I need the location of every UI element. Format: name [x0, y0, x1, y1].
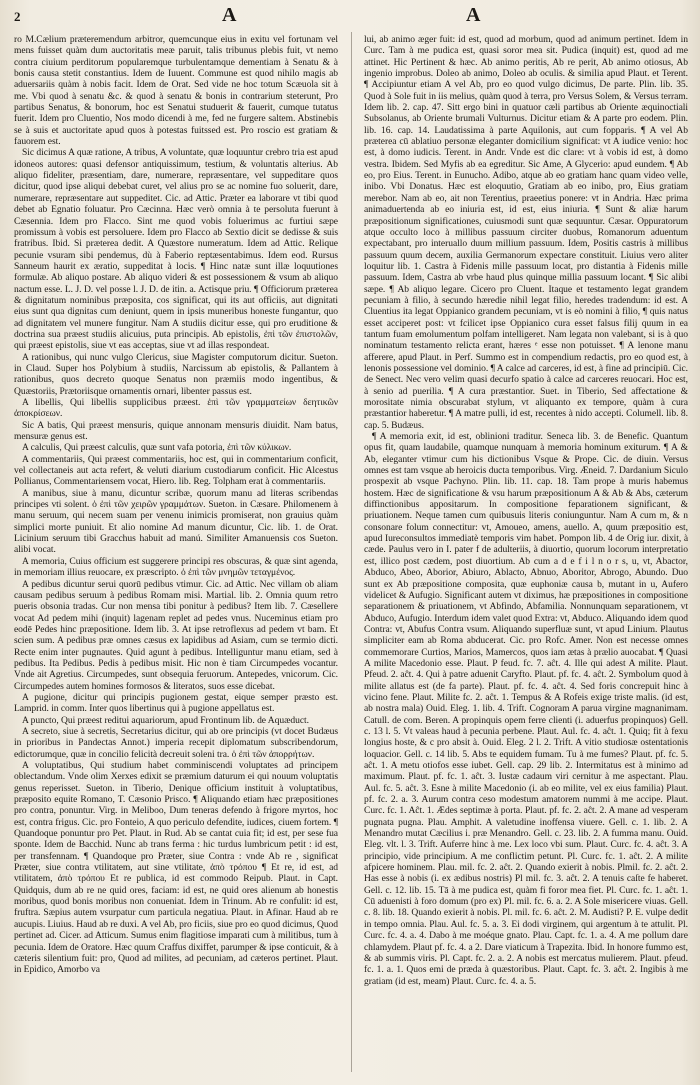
left-paragraph: A puncto, Qui præest reditui aquariorum, apud Frontinum lib. de Aquæduct. [22, 714, 309, 726]
right-column [364, 34, 688, 1074]
page-number: 2 [14, 9, 21, 24]
left-paragraph: Sic A batis, Qui præest mensuris, quique annonam mensuris diuidit. Nam batus, mensuræ genus est. [14, 419, 338, 443]
left-paragraph: A commentariis, Qui præest commentariis, hoc est, qui in commentarium conficit, vel collectaneis aut acta refert, & veluti diarium custodiarum conficit. Hic Alcestus Pollianus, Commentariensem vocat, Hiero. lib. Reg. Tolpham erat à commentariis. [14, 453, 338, 488]
right-paragraph: ¶ A memoria exit, id est, oblinioni traditur. Seneca lib. 3. de Benefic. Quantum opus fit, quam laudabile, quamque nunquam à memoria hominum exiturum. ¶ A & Ab, eleganter vtimur cum his dictionibus Vsque & Prope. Cic. de diuin. Versus omnes est tam vsque ab heroicis ducta temporibus. Virg. Æneid. 7. Dardanium Siculo prospexit ab vsque Pachyno. Plin. lib. 11. cap. 18. Tam prope à muris habemus hostem. Hæc de significatione & vsu harum præpositionum A & Ab & Abs, cæterum diffinctionibus appositarum. In compositione feparationem significant, & priuationem. Neque tamen cum quibusuis literis coniunguntur. Nam A cum m, & n consonare folum connectitur: vt, Amoueo, amens, auello. A, quum præpositio est, apud Iureconsultos immediatè temporis vim habet. Pompon lib. 4 de Orig iur. dixit, à cæde. Paulus vero in I. pater f de adulteriis, à diuortio, quorum locorum interpretatio est, illico post cædem, post diuortium. Ab cum a d e f i l n o r s, u, vt, Abactor, Abduco, Abeo, Aborior, Abiuro, Ablacto, Abnuo, Aboritor, Abrogo, Abundo. Duo sunt ex Ab præpositione composita, quæ euphoniæ causa b, mutant in u, Aufero videlicet & Aufugio. Significant autem vt diximus, hæ præpositiones in compositione separationem & priuationem, vt Abfindo, Abfamilia. Nonnunquam separationem, vt Abduco, Aufugio. Interdum idem valet quod Extra: vt, Abduco. Aliquando idem quod Contra: vt, Abufus Contra vsum. Aliquando superfluæ sunt, vt apud Linium. Plautus simpliciter eam ab Roma abducerat. Cic. pro Rofc. Amer. Non est necesse omnes commemorare Curtios, Marios, Mamercos, quos iam ætas à prælio auocabat. ¶ Quasi A milite Macedonio esse. Plaut. P feud. fc. 7. aĉt. 4. Ille qui adest A milite. Plaut. Pfeud. 2. aĉt. 4. Qui à patre aduenit Caryfto. Plaut. pf. fc. 4. aĉt. 2. Symbolum quod à milite allatus est (de fa parte). Plaut. pf. fc. 4. aĉt. 4. Sed foris concrepuit hinc à vicino fene. Plaut. Milite fc. 2. aĉt. 1. Tempus & A Rofeis exige triste malis. (id est, ab nostra mala) Ouid. Eleg. 1. lib. 4. Trift. Cognoram A parua virgine magnanimam. Catull. de com. Beren. A propinquis opem ferre clienti (i. aduerfus propinquos) Gell. c. 13 l. 5. Vt valeas haud à pecunia perbene. Plaut. Aul. fc. 4. aĉt. 1. Quiq; fit à fexu longius hoste, & c pro absit à. Ouid. Eleg. 2 l. 2. Trift. A vitio studiosæ ostentationis loquacior. Gell. c. 14 lib. 5. Abs te equidem fumam. Tu à me fumes? Plaut. pf. fc. 5. aĉt. 1. A metu otiofos esse iubet. Gell. cap. 29 lib. 2. Intermitatus est à minimo ad maximum. Plaut. pf. fc. 1. aĉt. 3. Iustæ cadaum viri cernitur à me aspectant. Plau. Aul. fc. 5. aĉt. 3. Esne à milite Macedonio (i. ab eo milite, vel ex eius familia) Plaut. pf. fc. 2. a. 3. Aurum contra ceso modestum amatorem nummi à me accipe. Plaut. Curc. fc. 1. Aĉt. 1. Ædes septimæ à porta. Plaut. pf. fc. 2. aĉt. 2. A mane ad vesperam pugnata pugna. Plau. Amphit. A valetudine inoffensa viuere. Gell. c. 1. lib. 2. A Menandro mutat Cæcilius i. præ Menandro. Gell. c. 23. lib. 2. A fumma manu. Ouid. Eleg. vlt. l. 3. Trift. Auferre hinc à me. Lex loco vbi sum. Plaut. Curc. fc. 4. aĉt. 3. A principio, vide principium. A me conflictim petunt. Pl. Curc. fc. 1. aĉt. 2. A milite afpicere hominem. Plau. mil. fc. 2. aĉt. 2. Quando exierit à nobis. Plmil. fc. 2. aĉt. 2. Has esse à nobis (i. ex ædibus nostris) Pl mil. fc. 3. aĉt. 2. A tenuis caſte fe haberet. Gell. c. 12. lib. 15. Tā à me pudica est, quàm fi foror mea fiet. Pl. Curc. fc. 1. aĉt. 1. Cū aduenisti à foro domum (pro ex) Pl. mil. fc. 6. a. 2. A Sole misericere viuas. Gell. c. 8. lib. 18. Quando exierit à nobis. Pl. mil. fc. 6. aĉt. 2. M. Audisti? P. E. vulpe dedit in tempo omnia. Plau. Aul. fc. 5. a. 3. Ei dodi virginem, qui argentum à te attulit. Pl. Curc. fc. 4. a. 4. Dabo à me moéque gnato. Plau. Capt. fc. 1. a. 4. A me pollum dare chlamydem. Plaut pf. fc. 4. a 2. Dare viaticum à Trapezita. Ibid. In honore fummo est, & ab summis viris. Pl. Capt. fc. 2. a. 2. A nobis est mercatus mulierem. Plaut. pfeud. fc. 1. a. 1. Quos emi de præda à quæstoribus. Plaut. Capt. fc. 3. aĉt. 2. Ingibis à me gratiam (id est, meam) Plaut. Curc. fc. 4. a. 5. [364, 431, 688, 987]
left-column [14, 34, 338, 1074]
running-head-right: A [466, 4, 481, 26]
left-paragraph: Sic dicimus A quæ ratione, A tribus, A voluntate, quæ loquuntur crebro tria est apud idoneos autores: quasi defensor antiquissimum, testium, & voluntatis alterius. Ab aliquo fideliter, præsentiam, dare, numerare, repræsentare, vel suppeditare quos dicitur, quod ipse aliqui debebat curet, vel alius pro se ac nomine fuo soluerit, dare, numerare, repræsentare aut suppeditet. Cic. ad Attic. Præter ea laborare vt tibi quod debet ab Egnatio foluatur. Pro Cæcinna. Hæc verò omnia à te persoluta fuerunt à Cæsennia. Idem pro Flacco. Sint me quod vobis foluerimus ac furtiui sæpe promissum à vobis est persoluere. Idem pro Flacco ab Sextio dicit se dedisse & suis fratribus. Ibid. Si præterea dedit. A Quæstore numeratum. Idem ad Attic. Relique pecunie vsuram sibi pendemus, dù à Faberio reptæsentabimus. Idem eod. Rursus Sanneum haurit ex æratio, suppeditat à locis. ¶ Hinc natæ sunt illæ loquutiones formulæ. Ab aliquo postare. Ab aliquo videri & est possessionem & vsum ab aliquo nactum esse. L. J. D. vel posse l. J. D. de itin. a. Actisque priu. ¶ Officiorum præterea & dignitatum nominibus præposita, cos significat, qui its aut officiis, aut dignitati eius sunt qua dignitas cum deniunt, quem in ipsis muneribus honeste fungantur, quo ad dignitatem vel munere fungitur. Nam A studiis dicitur esse, qui pro eruditione & doctrina sua præest studiis alicuius, puta principis. Ab epistolis, ἐπὶ τῶν ἐπιστολῶν, qui præest epistolis, siue vt eas acceptas, siue vt ad illas respondeat. [14, 147, 338, 352]
left-paragraph: A calculis, Qui præest calculis, quæ sunt vafa potoria, ἐπὶ τῶν κύλικων. [22, 442, 292, 454]
left-paragraph: A manibus, siue à manu, dicuntur scribæ, quorum manu ad literas scribendas principes vti solent. ὁ ἐπὶ τῶν χειρῶν γραμμάτων. Sueton. in Cæsare. Philomenem à manu seruum, qui necem suam per venenu inimicis promiserat, non grauius quàm simplici morte puniuit. Et alio nomine Ad manum dicuntur, Cic. lib. 1. de Orat. Licinium seruum tibi Gracchus habuit ad manú. Similiter Amanuensis cos Sueton. alibi vocat. [14, 487, 338, 556]
right-paragraph: lui, ab animo æger fuit: id est, quod ad morbum, quod ad animum pertinet. Idem in Curc. Tam à me pudica est, quasi soror mea sit. Pudica (inquit) est, quod ad me attinet. Hic Pertinent & hæc. Ab animo peritis, Ab re perit, Ab animo otiosus, Ab ingenio improbus. Doleo ab animo, Doleo ab oculis. & similia apud Plaut. et Terent. ¶ Accipiuntur etiam A vel Ab, pro eo quod vulgo dicimus, De parte. Plin. lib. 35. Quod à Sole fuit in iis melius, quàm quod à terra, pro Versus Solem, & Versus terram. Idem lib. 2. cap. 47. Sitt ergo bini in quatuor cæli partibus ab Oriente æquinoctiali Subsolanus, ab Oriente brumali Vulturnus. Dicitur etiam & A parte pro eodem. Plin. lib. 16. cap. 14. Laudatissima à parte Aquilonis, aut cum fopparis. ¶ A vel Ab præterea cū ablatiuo personæ eleganter domicilium significat: vt A iudice venio: hoc est, à domo iudicis. Terent. in Andr. Vnde est dic clare: vt à vobis id est, à domo vestra. Ibidem. Sed Myfis ab ea egreditur. Sic Ame, A Glycerio: apud eundem. ¶ Ab eo, pro Eius. Terent. in Eunucho. Adibo, atque ab eo gratiam hanc quam video velle, inibo. Vbi Donatus. Hæc est eloquutio, Gratiam ab eo inibo, pro, Eius gratiam merebor. Nam ab eo, ait non Terentius, praeetius ponere: vt in Andria. Hæc prima animaduertenda ab eo iniuria est, id est, eius iniuria. ¶ Sunt & aliæ harum præpositionum significationes, cuiusmodi sunt quæ sequuntur. Cæsar. Oppuratorum atque occulto loco à millibus passuum circiter duobus, Romanorum aduentum expectabant, pro interuallo duum millium passuum. Idem, Positis castris à millibus passuum quum decem, auxilia Germanorum expectare constituit. Liuius vero aliter loquitur lib. 1. Castra à Fidenis mille passuum locat, pro distantia à Fidenis mille passuum. Idem, Castra ab vrbe haud plus quinque millia passuum locant. ¶ Sic alibi sæpe. ¶ Ab aliquo legare. Cicero pro Cluent. Itaque et testamento legat grandem pecuniam à filio, à secundo hæredie nihil legat filio, heredes tradendum: id est. A Cluentius ita legat Oppianico grandem pecuniam, vt is eò nomini à filio, ¶ quis natus esset acciperet post: vt fcilicet ipse Oppianico cura esset falsus filij quum in ea tantum fuam emolumentum polfam intelligeret. Nam legata non valebant, si is à quo nominatum testamento relicta erant, hæres ᵉ esse non potuisset. ¶ A lenone manu afferere, apud Plaut. in Perf. Summo est in compendium redactis, pro eo quod est, à lenonis possessione vel dominio. ¶ A calce ad carceres, id est, à fine ad principiū. Cic. de Senect. Nec vero velim quasi decurfo spatio à calce ad carceres reuocari. Hoc est, à senio ad puerilia. ¶ A cura præstantior. Suet. in Tiberio, Sed affectatione & morositate nimia obscurabat stylum, vt aliquanto ex tempore, quàm à cura præstantior haberetur. ¶ A matre pulli, id est, recentes à nido accepti. Columell. lib. 8. cap. 5. Budæus. [364, 34, 688, 431]
left-paragraph: A libellis, Qui libellis supplicibus præest. ἐπὶ τῶν γραμματείων δεητικῶν ἀποκρίσεων. [14, 397, 338, 420]
left-paragraph: ro M.Cælium præteremendum arbitror, quemcunque eius in exitu vel fortunam vel mens fuisset quàm dum auctoritatis meæ paruit, talis tribunus plebis fuit, vt nemo contra ciuium perditorum popularemque turbulentamque dementiam à Senatu & à bonis causa stetit constantius. Idem de Iuuent. Commune est quod nihilo magis ab aduersariis quàm à nobis facit. Idem de Orat. Sed vide ne hoc totum Scæuola sit à me. Vbi quod à senatu &c. & quod à senatu & bonis in contrarium steterunt, Pro partibus Senatus, & bonorum, hoc est Senatui studuerit & fauerit, cumque tutatus fuerit. Idem pro Cluentio, Nos modo dicendi à me, fed ne furgere saltem. Abstinebis se à suis et auctoritate apud quos à potestas fuitssed est. Pro roscio est gratiam & fauorem est. [14, 34, 338, 148]
page-header [0, 4, 700, 30]
left-paragraph: A memoria, Cuius officium est suggerere principi res obscuras, & quæ sint agenda, in memoriam illius reuocare, ex præscripto. ὁ ἐπὶ τῶν μνημῶν τεταγμένος. [14, 555, 338, 579]
left-paragraph: A pugione, dicitur qui principis pugionem gestat, eique semper præsto est. Lamprid. in comm. Inter quos libertinus qui à pugione appellatus est. [14, 691, 338, 715]
running-head-left: A [222, 4, 237, 26]
left-paragraph: A pedibus dicuntur serui quorū pedibus vtimur. Cic. ad Attic. Nec villam ob aliam causam pedibus seruum à pedibus Romam misi. Martial. lib. 2. Omnia quum retro pueris obsonia tradas. Cur non mensa tibi ponitur à pedibus? Item lib. 7. Cæsellere vocat Ad pedem mihi (inquit) lagenam replet ad pedes vnus. Nuceminus etiam pro eodē Pedes hinc præpositione. Idem lib. 3. At ipse retroflexus ad pedem vt bam. Et scien sum. A pedibus præ omnes cæsus ex lapidibus ad Asiam, cum se termio dicti. Recte enim inter pugnautes. Quid agunt à pedibus. Intelliguntur manu etiam, sed à pedibus. Ita Pedibus. Pedis à pedibus misit. Hic non è tiam Circumpedes vocantur. Vnde ait Agretius. Circumpedes, sunt obsequia feruorum. Antepedes, vnicorum. Cic. Circumpedes autem homines formosos & literatos, suos esse dicebat. [14, 578, 338, 692]
left-paragraph: A voluptatibus, Qui studium habet comminiscendi voluptates ad principem oblectandum. Vnde olim Xerxes edixit se præmium daturum ei qui nouum voluptatis genus reperisset. Sueton. in Tiberio, Denique officium instituit à voluptatibus, præposito equite Romano, T. Cæsonio Prisco. ¶ Aliquando etiam hæc præpositiones pro contra, ponuntur. Virg. in Meliboo, Dum teneras defendo à frigore myrtos, hoc est, contra frigus. Cic. pro Fonteio, A quo periculo defendite, iudices, ciuem fortem. ¶ Quandoque ponuntur pro Pet. Plaut. in Rud. Ab se cantat cuia fit; id est, per sese fua sponte. Idem de Bacchid. Nunc ab trans ferma : hic turdus lumbricum petit : id est, per transfennam. ¶ Quandoque pro Præter, siue Contra : vnde Ab re , significat Præter, siue contra vtilitatem, aut sine vtilitate, ἀπὸ τρόπου ¶ Et re, id est, ad vtilitatem, ἀπὸ τρόπου Et re publica, id est commodo Reipub. Plaut. in Capt. Quidquis, dum ab re ne quid ores, faciam: id est, ne quid ores alienum ab honestis moribus, quod bonis moribus non conueniat. Idem in Trinum. Ab re confulit: id est, fruftra. Sæpius autem vsurpatur cum particula negatiua. Plaut. in Afinar. Haud ab re aucupis. Liuius. Haud ab re duxi. A vel Ab, pro ficiis, siue pro eo quod dicimus, Quod pertinet ad. Cicer. ad Atticum. Sumus enim flagitiose imparati cum à militibus, tum à pecunia. Idem de Oratore. Hæc quum Craffus dixiffet, parumper & ipse conticuit, & à cæteris silentium fuit: pro, Quod ad milites, ad pecuniam, ad cæteros pertinet. Plaut. in Epidico, Amorbo va [14, 760, 338, 976]
column-divider [351, 32, 352, 1072]
left-paragraph: A rationibus, qui nunc vulgo Clericus, siue Magister computorum dicitur. Sueton. in Claud. Super hos Polybium à studiis, Narcissum ab epistolis, & Pallantem à rationibus, quos decreto quoque Senatus non præmiis modo ingentibus, & Quæstoriis, Prætoriisque ornamentis ornari, libenter passus est. [14, 351, 338, 397]
left-paragraph: A secreto, siue à secretis, Secretarius dicitur, qui ab ore principis (vt docet Budæus in prioribus in Pandectas Annot.) imperia recepit diplomatum subscribendorum, edictorumque, quæ in concilio felicità decreuit soleni tra. ὁ ἐπὶ τῶν ἀπορρήτων. [14, 725, 338, 760]
